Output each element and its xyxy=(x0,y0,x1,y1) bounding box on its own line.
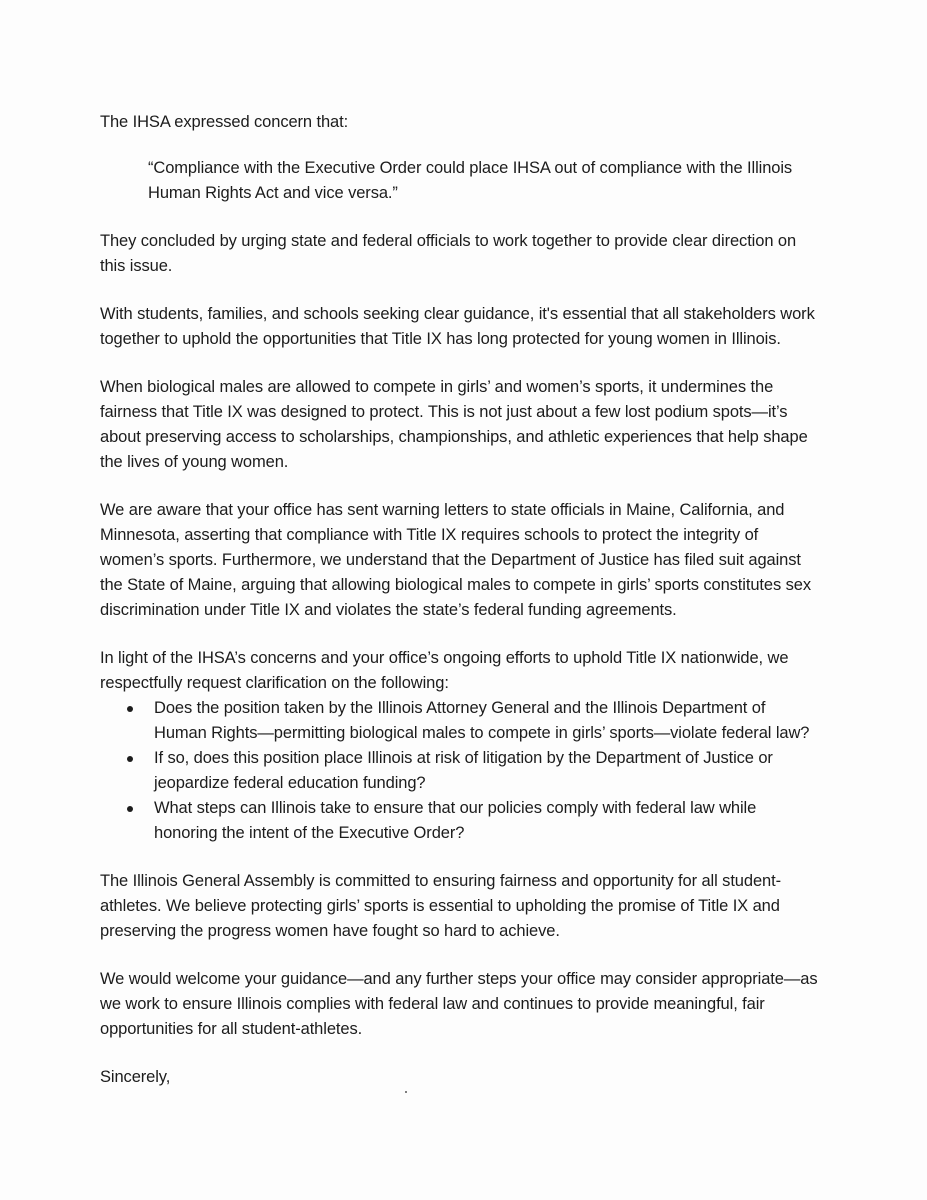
ihsa-quote: “Compliance with the Executive Order could place IHSA out of compliance with the Illinois Human Rights Act and vice versa.” xyxy=(148,159,793,202)
paragraph-guidance: We would welcome your guidance—and any further steps your office may consider appropriate—as we work to ensure Illinois complies with federal law and continues to provide meaningful, fair opportunities for all student-athletes. xyxy=(100,970,818,1038)
list-item xyxy=(154,796,820,846)
bullet-icon xyxy=(127,756,133,762)
scan-speck xyxy=(405,1091,407,1093)
letter-body xyxy=(100,110,820,1113)
question-text: Does the position taken by the Illinois Attorney General and the Illinois Department of Human Rights—permitting biological males to compete in girls’ sports—violate federal law? xyxy=(154,699,810,742)
paragraph-fairness: When biological males are allowed to compete in girls’ and women’s sports, it undermines the fairness that Title IX was designed to protect. This is not just about a few lost podium spots—it’s about preserving access to scholarships, championships, and athletic experiences that help shape the lives of young women. xyxy=(100,378,808,471)
request-lead: In light of the IHSA’s concerns and your office’s ongoing efforts to uphold Title IX nationwide, we respectfully request clarification on the following: xyxy=(100,649,789,692)
list-item xyxy=(154,746,820,796)
sign-off: Sincerely, xyxy=(100,1068,171,1086)
question-text: What steps can Illinois take to ensure that our policies comply with federal law while honoring the intent of the Executive Order? xyxy=(154,799,757,842)
paragraph-warning-letters: We are aware that your office has sent warning letters to state officials in Maine, California, and Minnesota, asserting that compliance with Title IX requires schools to protect the integrity of women’s sports. Furthermore, we understand that the Department of Justice has filed suit against the State of Maine, arguing that allowing biological males to compete in girls’ sports constitutes sex discrimination under Title IX and violates the state’s federal funding agreements. xyxy=(100,501,811,619)
paragraph-stakeholders: With students, families, and schools seeking clear guidance, it's essential that all stakeholders work together to uphold the opportunities that Title IX has long protected for young women in Illinois. xyxy=(100,305,815,348)
bullet-icon xyxy=(127,806,133,812)
bullet-icon xyxy=(127,706,133,712)
paragraph-general-assembly: The Illinois General Assembly is committed to ensuring fairness and opportunity for all student-athletes. We believe protecting girls’ sports is essential to upholding the promise of Title IX and preserving the progress women have fought so hard to achieve. xyxy=(100,872,781,940)
paragraph-direction: They concluded by urging state and federal officials to work together to provide clear direction on this issue. xyxy=(100,232,797,275)
question-text: If so, does this position place Illinois at risk of litigation by the Department of Justice or jeopardize federal education funding? xyxy=(154,749,773,792)
question-list xyxy=(100,696,820,846)
list-item xyxy=(154,696,820,746)
intro-line: The IHSA expressed concern that: xyxy=(100,113,349,131)
